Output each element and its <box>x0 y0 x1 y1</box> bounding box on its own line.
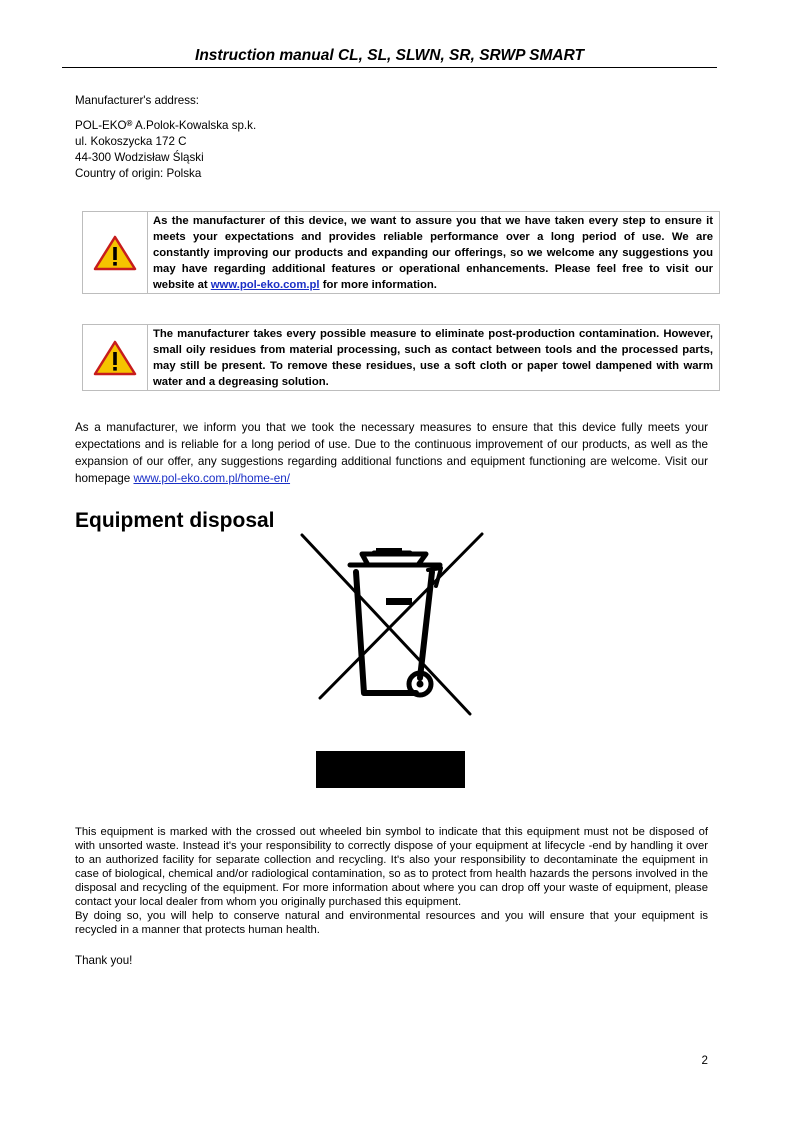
black-bar <box>316 751 465 788</box>
intro-paragraph: As a manufacturer, we inform you that we took the necessary measures to ensure that this device fully meets your expectations and is reliable for a long period of use. Due to the continuous improvement of our products, as well as the expansion of our offer, any suggestions regarding additional functions and equipment functioning are welcome. Visit our homepage www.pol-eko.com.pl/home-en/ <box>75 421 708 485</box>
section-heading-disposal: Equipment disposal <box>75 509 275 532</box>
notice-1-text: As the manufacturer of this device, we want to assure you that we have taken every step to ensure it meets your expectations and provides reliable performance over a long period of use. We are constantly improving our products and expanding our offerings, so we welcome any suggestions you may have regarding additional features or operational enhancements. Please feel free to visit our website at www.pol-eko.com.pl for more information. <box>153 215 713 291</box>
city: 44-300 Wodzisław Śląski <box>75 151 204 164</box>
notice-box-2 <box>82 324 720 391</box>
manufacturer-address <box>75 118 256 182</box>
page-header-title: Instruction manual CL, SL, SLWN, SR, SRWP SMART <box>195 47 584 64</box>
page-number: 2 <box>701 1054 708 1067</box>
thank-you-text: Thank you! <box>75 954 133 967</box>
registered-mark: ® <box>126 119 133 128</box>
manufacturer-label: Manufacturer's address: <box>75 94 200 107</box>
disposal-paragraph-1: This equipment is marked with the crossed out wheeled bin symbol to indicate that this equipment must not be disposed of with unsorted waste. Instead it's your responsibility to correctly dispose of your equipment at lifecycle -end by handling it over to an authorized facility for separate collection and recycling. It's also your responsibility to decontaminate the equipment in case of biological, chemical and/or radiological contamination, so as to protect from health hazards the persons involved in the disposal and recycling of the equipment. For more information about where you can drop off your waste of equipment, please contact your local dealer from whom you originally purchased this equipment. <box>75 826 708 908</box>
website-link[interactable]: www.pol-eko.com.pl <box>210 279 320 291</box>
crossed-out-wheeled-bin-icon <box>298 528 488 723</box>
disposal-paragraph-2: By doing so, you will help to conserve natural and environmental resources and you will ensure that your equipment is recycled in a manner that protects human health. <box>75 910 708 936</box>
notice-2-text: The manufacturer takes every possible measure to eliminate post-production contamination. However, small oily residues from material processing, such as contact between tools and the processed parts, may still be present. To remove these residues, use a soft cloth or paper towel dampened with warm water and a degreasing solution. <box>153 328 713 388</box>
notice-box-1 <box>82 211 720 294</box>
company-name: POL-EKO® A.Polok-Kowalska sp.k. <box>75 119 257 132</box>
warning-triangle-icon <box>83 212 148 293</box>
warning-triangle-icon <box>83 325 148 390</box>
header-divider <box>62 67 717 68</box>
homepage-link[interactable]: www.pol-eko.com.pl/home-en/ <box>133 472 291 485</box>
street: ul. Kokoszycka 172 C <box>75 135 187 148</box>
disposal-text <box>75 825 708 937</box>
country-of-origin: Country of origin: Polska <box>75 167 202 180</box>
